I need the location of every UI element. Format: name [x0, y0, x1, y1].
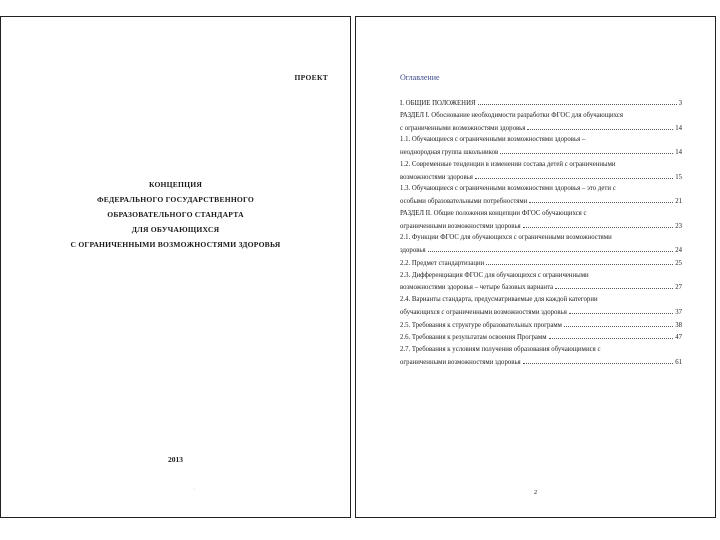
table-of-contents	[400, 97, 682, 369]
toc-entry-page: 15	[675, 173, 682, 181]
toc-leader-dots	[478, 97, 677, 105]
toc-entry-text: РАЗДЕЛ II. Общие положения концепции ФГОС обучающихся с	[400, 209, 587, 217]
page-mark: ·	[193, 487, 195, 493]
toc-entry[interactable]	[400, 159, 682, 171]
toc-entry-page: 25	[675, 259, 682, 267]
toc-leader-dots	[475, 171, 673, 179]
toc-entry-text: 2.2. Предмет стандартизации	[400, 259, 485, 267]
toc-entry-page: 14	[675, 124, 682, 132]
toc-entry-text: 2.1. Функции ФГОС для обучающихся с ограниченными возможностями	[400, 234, 612, 242]
toc-entry-page: 21	[675, 198, 682, 205]
toc-entry-text: 2.4. Варианты стандарта, предусматриваемые для каждой категории	[400, 296, 598, 303]
toc-entry-text: здоровья	[400, 247, 426, 254]
toc-leader-dots	[569, 306, 673, 314]
toc-leader-dots	[500, 146, 673, 154]
toc-entry[interactable]	[400, 331, 682, 344]
document-year: 2013	[168, 455, 183, 464]
toc-leader-dots	[529, 195, 673, 203]
toc-entry-page: 37	[675, 308, 682, 316]
toc-leader-dots	[527, 122, 673, 130]
toc-entry-text: 1.2. Современные тенденции в изменении состава детей с ограниченными	[400, 160, 616, 168]
title-page	[0, 16, 351, 518]
toc-entry-text: 1.1. Обучающиеся с ограниченными возможностями здоровья –	[400, 136, 586, 144]
toc-entry[interactable]	[400, 232, 682, 244]
toc-entry[interactable]	[400, 171, 682, 184]
toc-entry-text: особыми образовательными потребностями	[400, 198, 528, 205]
toc-entry[interactable]	[400, 294, 682, 306]
toc-entry-text: 1.3. Обучающиеся с ограниченными возможностями здоровья – это дети с	[400, 185, 616, 193]
toc-leader-dots	[486, 257, 673, 265]
toc-entry-page: 61	[675, 358, 682, 366]
toc-entry-text: с ограниченными возможностями здоровья	[400, 124, 526, 132]
toc-leader-dots	[428, 244, 674, 252]
toc-entry-page: 27	[675, 284, 682, 292]
toc-entry-page: 14	[675, 149, 682, 156]
toc-entry-page: 23	[675, 222, 682, 230]
toc-entry[interactable]	[400, 281, 682, 294]
toc-entry[interactable]	[400, 97, 682, 110]
toc-entry-text: 2.3. Дифференциация ФГОС для обучающихся с ограниченными	[400, 271, 589, 279]
toc-entry-text: РАЗДЕЛ I. Обоснование необходимости разработки ФГОС для обучающихся	[400, 111, 623, 119]
toc-entry-text: ограниченными возможностями здоровья	[400, 222, 521, 230]
toc-entry-page: 47	[675, 334, 682, 342]
title-line: С ОГРАНИЧЕННЫМИ ВОЗМОЖНОСТЯМИ ЗДОРОВЬЯ	[70, 240, 281, 249]
toc-leader-dots	[549, 331, 674, 339]
toc-entry-text: неоднородная группа школьников	[400, 149, 499, 156]
toc-entry[interactable]	[400, 319, 682, 332]
title-line: ФЕДЕРАЛЬНОГО ГОСУДАРСТВЕННОГО	[97, 195, 254, 204]
toc-entry[interactable]	[400, 356, 682, 369]
toc-entry-page: 24	[675, 247, 682, 254]
toc-entry-text: I. ОБЩИЕ ПОЛОЖЕНИЯ	[400, 100, 476, 107]
toc-entry[interactable]	[400, 270, 682, 282]
toc-entry-text: возможностями здоровья	[400, 173, 473, 181]
toc-entry[interactable]	[400, 183, 682, 195]
toc-entry[interactable]	[400, 146, 682, 159]
toc-leader-dots	[555, 281, 673, 289]
toc-entry-text: обучающихся с ограниченными возможностями здоровья	[400, 308, 567, 316]
toc-entry[interactable]	[400, 344, 682, 356]
project-label: ПРОЕКТ	[294, 73, 328, 82]
toc-entry[interactable]	[400, 220, 682, 233]
page-number: 2	[533, 489, 538, 496]
toc-entry-page: 38	[675, 321, 682, 329]
title-line: КОНЦЕПЦИЯ	[148, 180, 203, 189]
toc-entry[interactable]	[400, 110, 682, 122]
toc-leader-dots	[564, 319, 673, 327]
contents-page	[355, 16, 716, 518]
toc-entry[interactable]	[400, 244, 682, 257]
document-title	[1, 177, 350, 252]
toc-heading: Оглавление	[400, 73, 440, 82]
toc-entry[interactable]	[400, 195, 682, 208]
toc-leader-dots	[523, 356, 674, 364]
toc-entry-page: 3	[678, 100, 682, 107]
toc-entry-text: 2.5. Требования к структуре образовательных программ	[400, 321, 562, 329]
toc-entry-text: ограниченными возможностями здоровья	[400, 358, 521, 366]
title-line: ОБРАЗОВАТЕЛЬНОГО СТАНДАРТА	[107, 210, 244, 219]
toc-leader-dots	[523, 220, 674, 228]
toc-entry-text: 2.6. Требования к результатам освоения Программ	[400, 334, 547, 342]
toc-entry[interactable]	[400, 208, 682, 220]
toc-entry-text: возможностями здоровья – четыре базовых варианта	[400, 284, 554, 292]
toc-entry[interactable]	[400, 257, 682, 270]
title-line: ДЛЯ ОБУЧАЮЩИХСЯ	[131, 225, 220, 234]
toc-entry-text: 2.7. Требования к условиям получения образования обучающимися с	[400, 346, 601, 353]
toc-entry[interactable]	[400, 134, 682, 146]
toc-entry[interactable]	[400, 122, 682, 135]
toc-entry[interactable]	[400, 306, 682, 319]
